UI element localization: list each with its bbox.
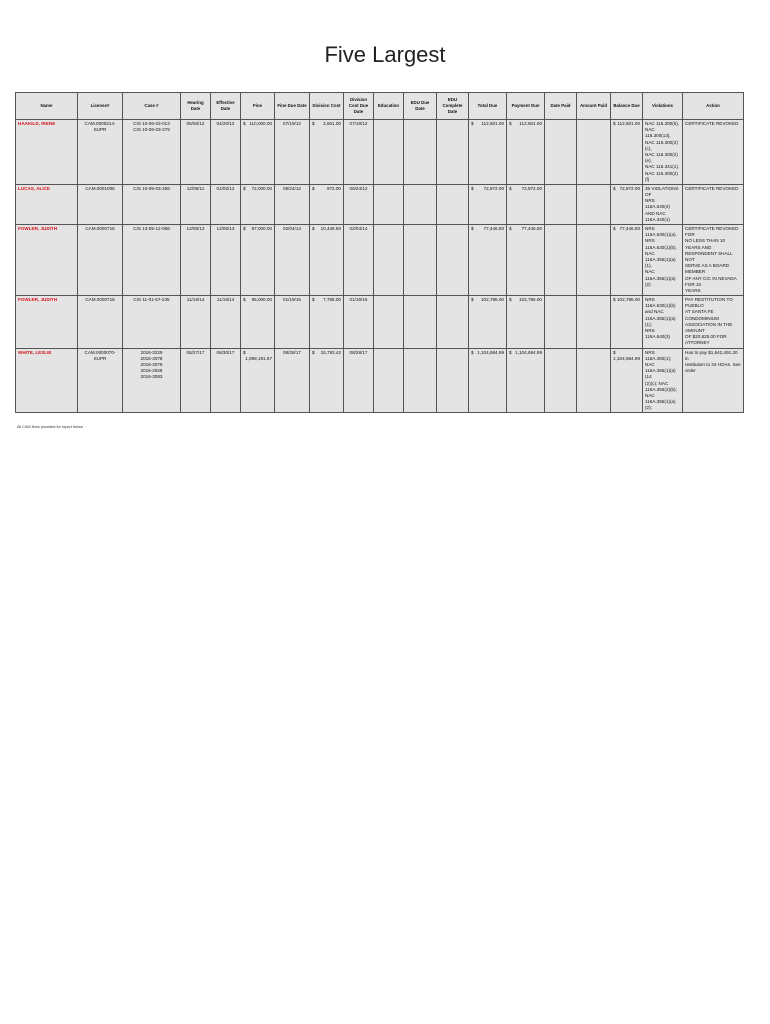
cell-violations-line: NAC 116.300(13), (645, 127, 671, 139)
currency-symbol: $ (471, 226, 474, 231)
cell-case (123, 184, 181, 224)
cell-division-cost (310, 184, 344, 224)
cell-violations-line: NRS 116A.480(1); (645, 349, 672, 361)
cell-total-due (469, 348, 507, 413)
amount-value: 72,972.00 (619, 185, 640, 191)
col-header: Name (16, 93, 78, 120)
cell-violations-line: and NAC (645, 309, 664, 315)
table-row (16, 348, 744, 413)
amount-value: 112,601.00 (519, 121, 542, 126)
currency-symbol: $ (471, 297, 474, 303)
currency-symbol: $ (509, 121, 512, 126)
cell-violations (643, 184, 683, 224)
cell-date-paid (545, 225, 577, 296)
cell-violations-line: NAC (645, 269, 655, 275)
cell-violations-line: 116A.355(1)(a)(2) (645, 275, 676, 287)
cell-edu-due-date (404, 348, 437, 413)
currency-symbol: $ (509, 349, 512, 355)
cell-amount-paid (577, 348, 611, 413)
col-header: Date Paid (545, 93, 577, 120)
currency-symbol: $ (613, 349, 616, 355)
cell-education (374, 184, 404, 224)
cell-hearing-date: 12/08/11 (181, 184, 211, 224)
cell-violations (643, 225, 683, 296)
cell-name: FOWLER, JUDITH (16, 225, 78, 296)
currency-symbol: $ (243, 226, 246, 231)
page-title: Five Largest (324, 42, 446, 67)
col-header: Effective Date (211, 93, 241, 120)
cell-fine-due-date: 07/19/12 (275, 120, 310, 185)
cell-violations-line: NRS 116A.640(4) (645, 198, 670, 210)
cell-license: CAM.0000070-SUPR (78, 348, 123, 413)
cell-hearing-date: 11/19/14 (181, 296, 211, 349)
currency-symbol: $ (243, 349, 246, 355)
cell-violations-line: NAC 116.300(2)(e), (645, 151, 678, 164)
fines-table (15, 92, 744, 413)
cell-violations-line: NAC 116.300(2)(f) (645, 170, 678, 182)
cell-action-line: ASSOCIATION IN THE AMOUNT (685, 321, 733, 333)
cell-edu-due-date (404, 184, 437, 224)
cell-action-line: PAY RESTITUTION TO PUEBLO (685, 297, 733, 309)
cell-action (683, 296, 744, 349)
cell-effective-date: 04/20/12 (211, 120, 241, 185)
currency-symbol: $ (613, 185, 616, 191)
cell-date-paid (545, 120, 577, 185)
table-row (16, 120, 744, 185)
cell-education (374, 120, 404, 185)
cell-effective-date: 06/30/17 (211, 348, 241, 413)
cell-violations-line: NAC 116.300(6), (645, 121, 680, 126)
cell-action-line: Has to pay $1,642,491.20 in (685, 349, 738, 361)
cell-violations (643, 120, 683, 185)
cell-violations-line: NAC 116.300(2)(c), (645, 139, 678, 151)
cell-case-line: 2016-3079 (140, 361, 163, 367)
cell-amount-paid (577, 225, 611, 296)
table-row (16, 296, 744, 349)
cell-edu-complete-date (437, 225, 469, 296)
col-header: Division Cost Due Date (344, 93, 374, 120)
currency-symbol: $ (312, 297, 315, 303)
cell-violations-line: AND NAC (645, 210, 666, 216)
cell-case-line: 2016-3078 (140, 355, 163, 361)
amount-value: 102,785.00 (481, 297, 504, 303)
currency-symbol: $ (613, 226, 616, 231)
cell-case-line: 2016-3083 (140, 374, 163, 380)
currency-symbol: $ (243, 185, 246, 191)
cell-division-cost (310, 348, 344, 413)
col-header: Balance Due (611, 93, 643, 120)
cell-balance-due (611, 296, 643, 349)
cell-fine (241, 120, 275, 185)
amount-value: 1,104,684.99 (515, 349, 542, 355)
header-row (16, 93, 744, 120)
amount-value: 72,972.00 (483, 185, 504, 191)
currency-symbol: $ (509, 185, 512, 191)
cell-violations-line: 116A.355(2)(b); NAC (645, 386, 677, 398)
amount-value: 1,088,191.57 (245, 355, 272, 361)
cell-license: CAM.0000716 (78, 296, 123, 349)
amount-value: 10,446.50 (320, 226, 341, 231)
cell-case-line: 2016-3229 (140, 349, 163, 355)
col-header: Fine Due Date (275, 93, 310, 120)
currency-symbol: $ (471, 349, 474, 355)
currency-symbol: $ (312, 121, 315, 126)
cell-effective-date: 11/19/14 (211, 296, 241, 349)
cell-violations-line: NRS 116A.630(1)(b), (645, 238, 677, 250)
footnote: All CAM fines provided for report below (17, 425, 83, 429)
cell-date-paid (545, 296, 577, 349)
amount-value: 2,601.00 (323, 121, 341, 126)
cell-action (683, 184, 744, 224)
cell-violations-line: (2)(c); NAC (645, 380, 669, 386)
cell-license: CAM.0000716 (78, 225, 123, 296)
cell-violations-line: 35 VIOLATIONS OF (645, 185, 679, 198)
cell-action-line: restitution to 34 HOAs. See order (685, 361, 741, 374)
cell-violations-line: NAC (645, 250, 655, 256)
col-header: License# (78, 93, 123, 120)
cell-fine (241, 348, 275, 413)
amount-value: 95,000.00 (251, 297, 272, 303)
cell-balance-due (611, 120, 643, 185)
cell-edu-due-date (404, 225, 437, 296)
col-header: Hearing Date (181, 93, 211, 120)
col-header: Division Cost (310, 93, 344, 120)
cell-division-cost (310, 120, 344, 185)
cell-division-cost-due-date: 07/19/12 (344, 120, 374, 185)
cell-violations-line: NRS 116A.640(3) (645, 328, 670, 340)
cell-case-line: CIS 10-05-03-258 (133, 185, 170, 191)
currency-symbol: $ (312, 349, 315, 355)
amount-value: 972.00 (326, 185, 341, 191)
amount-value: 102,785.00 (617, 297, 640, 303)
cell-action (683, 225, 744, 296)
cell-violations (643, 348, 683, 413)
currency-symbol: $ (509, 297, 512, 303)
cell-name: FOWLER, JUDITH (16, 296, 78, 349)
cell-case-line: CIS 13-05-12-068 (133, 226, 170, 231)
col-header: EDU Due Date (404, 93, 437, 120)
amount-value: 77,446.50 (483, 226, 504, 231)
cell-fine-due-date: 01/19/15 (275, 296, 310, 349)
cell-balance-due (611, 184, 643, 224)
cell-education (374, 225, 404, 296)
amount-value: 1,104,684.99 (477, 349, 504, 355)
cell-case-line: CIS 10-06-03-013 (133, 121, 170, 126)
amount-value: 72,972.00 (521, 185, 542, 191)
cell-case (123, 296, 181, 349)
cell-education (374, 296, 404, 349)
cell-fine-due-date: 06/24/12 (275, 184, 310, 224)
cell-total-due (469, 120, 507, 185)
cell-action (683, 348, 744, 413)
cell-violations-line: 116A.355(1)(a)(1), (645, 256, 676, 269)
cell-fine (241, 296, 275, 349)
cell-total-due (469, 225, 507, 296)
cell-violations-line: NRS 116A.630(1)(b) (645, 297, 676, 309)
cell-violations-line: NAC (645, 361, 655, 367)
amount-value: 67,000.00 (251, 226, 272, 231)
cell-violations (643, 296, 683, 349)
cell-date-paid (545, 348, 577, 413)
cell-hearing-date: 12/05/13 (181, 225, 211, 296)
cell-edu-complete-date (437, 120, 469, 185)
cell-division-cost (310, 225, 344, 296)
cell-division-cost-due-date: 01/19/15 (344, 296, 374, 349)
cell-edu-complete-date (437, 184, 469, 224)
cell-division-cost-due-date: 06/24/12 (344, 184, 374, 224)
cell-action-line: RESPONDENT SHALL NOT (685, 250, 733, 262)
amount-value: 15,793.42 (320, 349, 341, 355)
col-header: Amount Paid (577, 93, 611, 120)
cell-action-line: SERVE AS A BOARD MEMBER (685, 263, 730, 275)
cell-action-line: AT SANTA FE CONDOMINIUM (685, 309, 719, 321)
cell-violations-line: 116A.340(1) (645, 216, 670, 222)
cell-balance-due (611, 348, 643, 413)
amount-value: 110,000.00 (249, 121, 272, 126)
col-header: Total Due (469, 93, 507, 120)
cell-fine-due-date: 08/28/17 (275, 348, 310, 413)
table-row (16, 184, 744, 224)
cell-edu-due-date (404, 120, 437, 185)
cell-action-line: CERTIFICATE REVOKED FOR (685, 226, 739, 238)
cell-amount-paid (577, 184, 611, 224)
table-body (16, 120, 744, 413)
cell-name: WHITE, LESLIE (16, 348, 78, 413)
cell-division-cost-due-date: 02/04/14 (344, 225, 374, 296)
col-header: Fine (241, 93, 275, 120)
cell-total-due (469, 296, 507, 349)
col-header: Violations (643, 93, 683, 120)
cell-case-line: CIS 10-06-03-279 (133, 127, 170, 133)
cell-violations-line: NAC 116.341(1), (645, 164, 680, 170)
currency-symbol: $ (509, 226, 512, 231)
col-header: Case # (123, 93, 181, 120)
cell-violations-line: 116A.355(1)(a)(2); (645, 399, 676, 411)
cell-date-paid (545, 184, 577, 224)
cell-division-cost (310, 296, 344, 349)
cell-license: CAM.0000214-SUPR (78, 120, 123, 185)
currency-symbol: $ (613, 297, 616, 303)
cell-hearing-date: 05/06/12 (181, 120, 211, 185)
amount-value: 112,601.00 (617, 121, 640, 126)
cell-edu-due-date (404, 296, 437, 349)
cell-payment-due (507, 348, 545, 413)
cell-case (123, 120, 181, 185)
amount-value: 77,446.50 (521, 226, 542, 231)
cell-total-due (469, 184, 507, 224)
col-header: Education (374, 93, 404, 120)
cell-payment-due (507, 184, 545, 224)
currency-symbol: $ (243, 121, 246, 126)
cell-hearing-date: 06/27/17 (181, 348, 211, 413)
cell-fine (241, 225, 275, 296)
cell-division-cost-due-date: 08/28/17 (344, 348, 374, 413)
cell-payment-due (507, 225, 545, 296)
cell-case (123, 348, 181, 413)
cell-effective-date: 01/02/12 (211, 184, 241, 224)
cell-payment-due (507, 120, 545, 185)
cell-action-line: NO LESS THAN 10 YEARS AND (685, 238, 725, 250)
amount-value: 72,000.00 (251, 185, 272, 191)
table-row (16, 225, 744, 296)
cell-name: LUCAS, ALICE (16, 184, 78, 224)
cell-action-line: YEARS (685, 287, 701, 293)
currency-symbol: $ (613, 121, 616, 126)
cell-action-line: OF $20,625.00 FOR ATTORNEY (685, 334, 727, 346)
cell-case (123, 225, 181, 296)
currency-symbol: $ (243, 297, 246, 303)
cell-balance-due (611, 225, 643, 296)
cell-violations-line: NRS 116A.630(1)(a), (645, 226, 677, 238)
amount-value: 77,446.50 (619, 226, 640, 231)
cell-edu-complete-date (437, 348, 469, 413)
currency-symbol: $ (312, 226, 315, 231)
cell-edu-complete-date (437, 296, 469, 349)
cell-case-line: CIS 11-01-57-235 (133, 297, 170, 303)
cell-amount-paid (577, 120, 611, 185)
cell-payment-due (507, 296, 545, 349)
currency-symbol: $ (471, 121, 474, 126)
cell-action-line: CERTIFICATE REVOKED (685, 185, 739, 191)
cell-name: HAAKILD, IRENE (16, 120, 78, 185)
amount-value: 102,785.00 (519, 297, 542, 303)
cell-fine-due-date: 02/04/14 (275, 225, 310, 296)
currency-symbol: $ (471, 185, 474, 191)
amount-value: 7,785.00 (323, 297, 341, 303)
cell-license: CAM.0001006 (78, 184, 123, 224)
cell-case-line: 2016-2928 (140, 368, 163, 374)
amount-value: 112,601.00 (481, 121, 504, 126)
cell-amount-paid (577, 296, 611, 349)
cell-fine (241, 184, 275, 224)
currency-symbol: $ (312, 185, 315, 191)
cell-education (374, 348, 404, 413)
col-header: Payment Due (507, 93, 545, 120)
col-header: EDU Complete Date (437, 93, 469, 120)
cell-effective-date: 12/05/13 (211, 225, 241, 296)
amount-value: 1,104,684.99 (613, 355, 640, 361)
cell-violations-line: 116A.355(1)(a)(14 (645, 368, 676, 380)
cell-action (683, 120, 744, 185)
cell-violations-line: 116A.355(1)(a)(1); (645, 315, 676, 327)
cell-action-line: OF ANY CIC IN NEVADA FOR 10 (685, 275, 737, 287)
col-header: Action (683, 93, 744, 120)
cell-action-line: CERTIFICATE REVOKED (685, 121, 739, 126)
